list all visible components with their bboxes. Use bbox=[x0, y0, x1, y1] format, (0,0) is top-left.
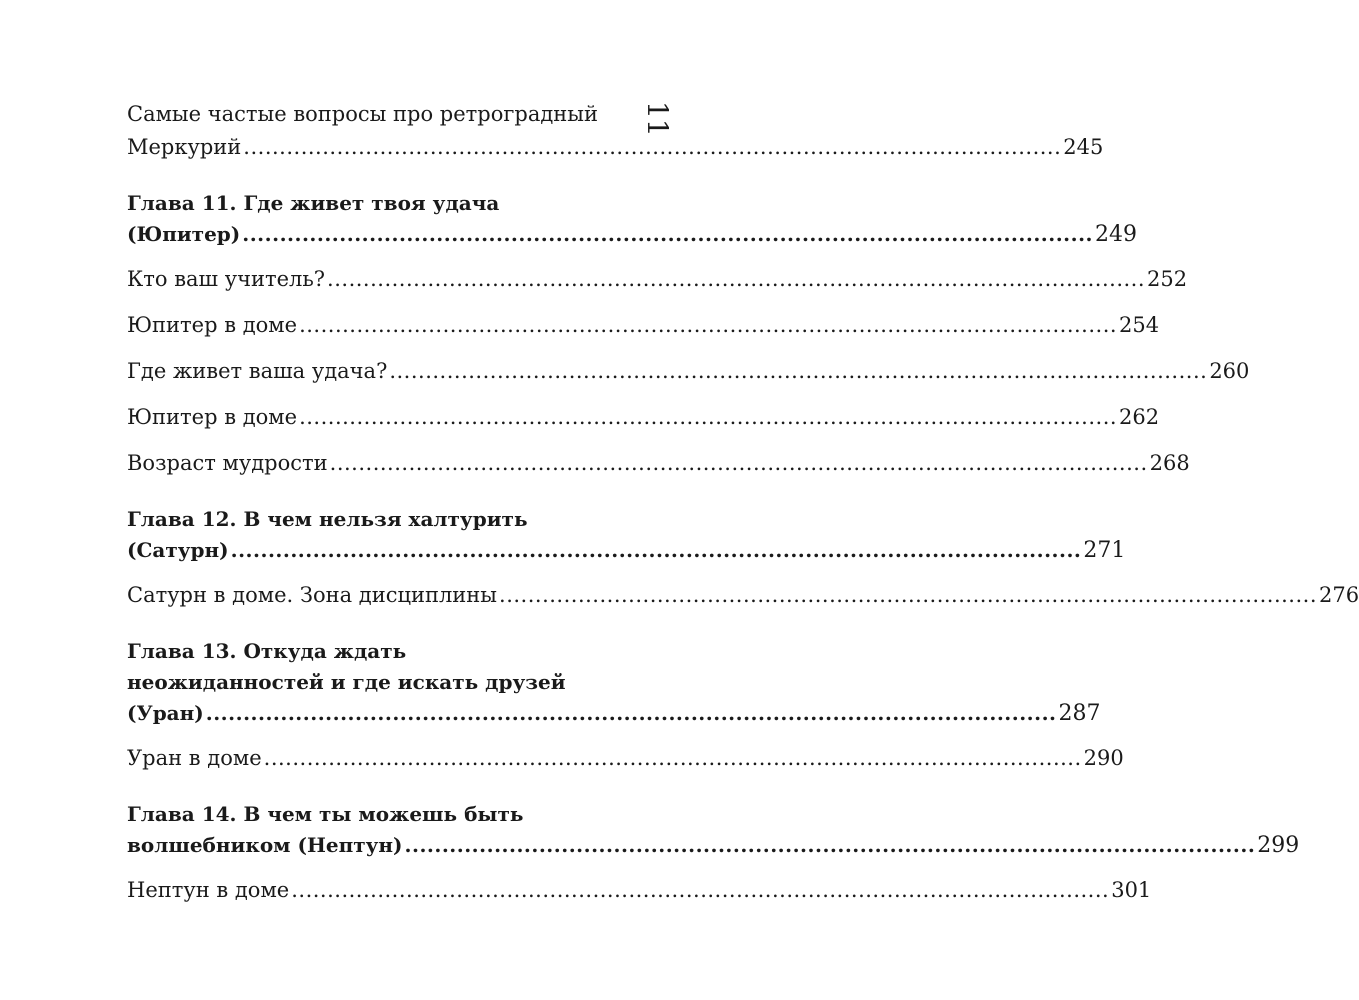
chapter-title-line: Глава 12. В чем нельзя халтурить bbox=[127, 507, 528, 531]
toc-chapter-11[interactable] bbox=[127, 188, 1138, 250]
toc-entry-title: Уран в доме bbox=[127, 746, 262, 770]
toc-page-number: 287 bbox=[1058, 701, 1101, 726]
toc-entry[interactable] bbox=[127, 355, 1250, 388]
toc-page-number: 249 bbox=[1095, 222, 1138, 247]
toc-entry-title: Нептун в доме bbox=[127, 878, 290, 902]
leader-dots: .................................................................................................................. bbox=[242, 222, 1094, 246]
toc-entry-title: Юпитер в доме bbox=[127, 313, 298, 337]
chapter-title-line: Глава 13. Откуда ждать bbox=[127, 639, 407, 663]
leader-dots: .................................................................................................................. bbox=[299, 405, 1118, 429]
leader-dots: .................................................................................................................. bbox=[329, 451, 1148, 475]
toc-page-number: 268 bbox=[1149, 451, 1190, 475]
toc-page-number: 271 bbox=[1083, 538, 1126, 563]
toc-entry[interactable] bbox=[127, 742, 1124, 775]
table-of-contents bbox=[127, 98, 1359, 907]
toc-entry-title: Кто ваш учитель? bbox=[127, 267, 326, 291]
toc-entry-title: Меркурий bbox=[127, 135, 242, 159]
toc-entry[interactable] bbox=[127, 309, 1160, 342]
chapter-title: волшебником (Нептун) bbox=[127, 833, 403, 857]
leader-dots: .................................................................................................................. bbox=[499, 583, 1317, 607]
toc-entry-title: Юпитер в доме bbox=[127, 405, 298, 429]
toc-page-number: 290 bbox=[1083, 746, 1124, 770]
toc-chapter-14[interactable] bbox=[127, 799, 1300, 861]
toc-page-number: 262 bbox=[1119, 405, 1160, 429]
toc-entry-title: Возраст мудрости bbox=[127, 451, 328, 475]
leader-dots: .................................................................................................................. bbox=[243, 135, 1062, 159]
toc-page-number: 301 bbox=[1111, 878, 1152, 902]
toc-page-number: 299 bbox=[1257, 833, 1300, 858]
toc-entry[interactable] bbox=[127, 263, 1188, 296]
toc-entry-title: Где живет ваша удача? bbox=[127, 359, 388, 383]
leader-dots: .................................................................................................................. bbox=[389, 359, 1208, 383]
toc-page-number: 254 bbox=[1119, 313, 1160, 337]
chapter-title: (Сатурн) bbox=[127, 538, 229, 562]
chapter-title-line: неожиданностей и где искать друзей bbox=[127, 670, 566, 694]
toc-page-number: 276 bbox=[1319, 583, 1359, 607]
toc-entry-title-line: Самые частые вопросы про ретроградный bbox=[127, 102, 598, 126]
leader-dots: .................................................................................................................. bbox=[291, 878, 1110, 902]
chapter-title-line: Глава 11. Где живет твоя удача bbox=[127, 191, 500, 215]
leader-dots: .................................................................................................................. bbox=[299, 313, 1118, 337]
toc-chapter-13[interactable] bbox=[127, 636, 1101, 729]
leader-dots: .................................................................................................................. bbox=[327, 267, 1146, 291]
chapter-title: (Уран) bbox=[127, 701, 204, 725]
leader-dots: .................................................................................................................. bbox=[205, 701, 1057, 725]
toc-entry[interactable] bbox=[127, 579, 1359, 612]
leader-dots: .................................................................................................................. bbox=[263, 746, 1082, 770]
toc-page-number: 252 bbox=[1147, 267, 1188, 291]
toc-entry[interactable] bbox=[127, 401, 1160, 434]
leader-dots: .................................................................................................................. bbox=[230, 538, 1082, 562]
toc-entry-title: Сатурн в доме. Зона дисциплины bbox=[127, 583, 498, 607]
toc-chapter-12[interactable] bbox=[127, 504, 1126, 566]
page-number: 11 bbox=[641, 101, 674, 137]
toc-page-number: 245 bbox=[1063, 135, 1104, 159]
chapter-title: (Юпитер) bbox=[127, 222, 241, 246]
chapter-title-line: Глава 14. В чем ты можешь быть bbox=[127, 802, 524, 826]
toc-entry[interactable] bbox=[127, 874, 1152, 907]
toc-entry[interactable] bbox=[127, 447, 1190, 480]
toc-page-number: 260 bbox=[1209, 359, 1250, 383]
leader-dots: .................................................................................................................. bbox=[404, 833, 1256, 857]
